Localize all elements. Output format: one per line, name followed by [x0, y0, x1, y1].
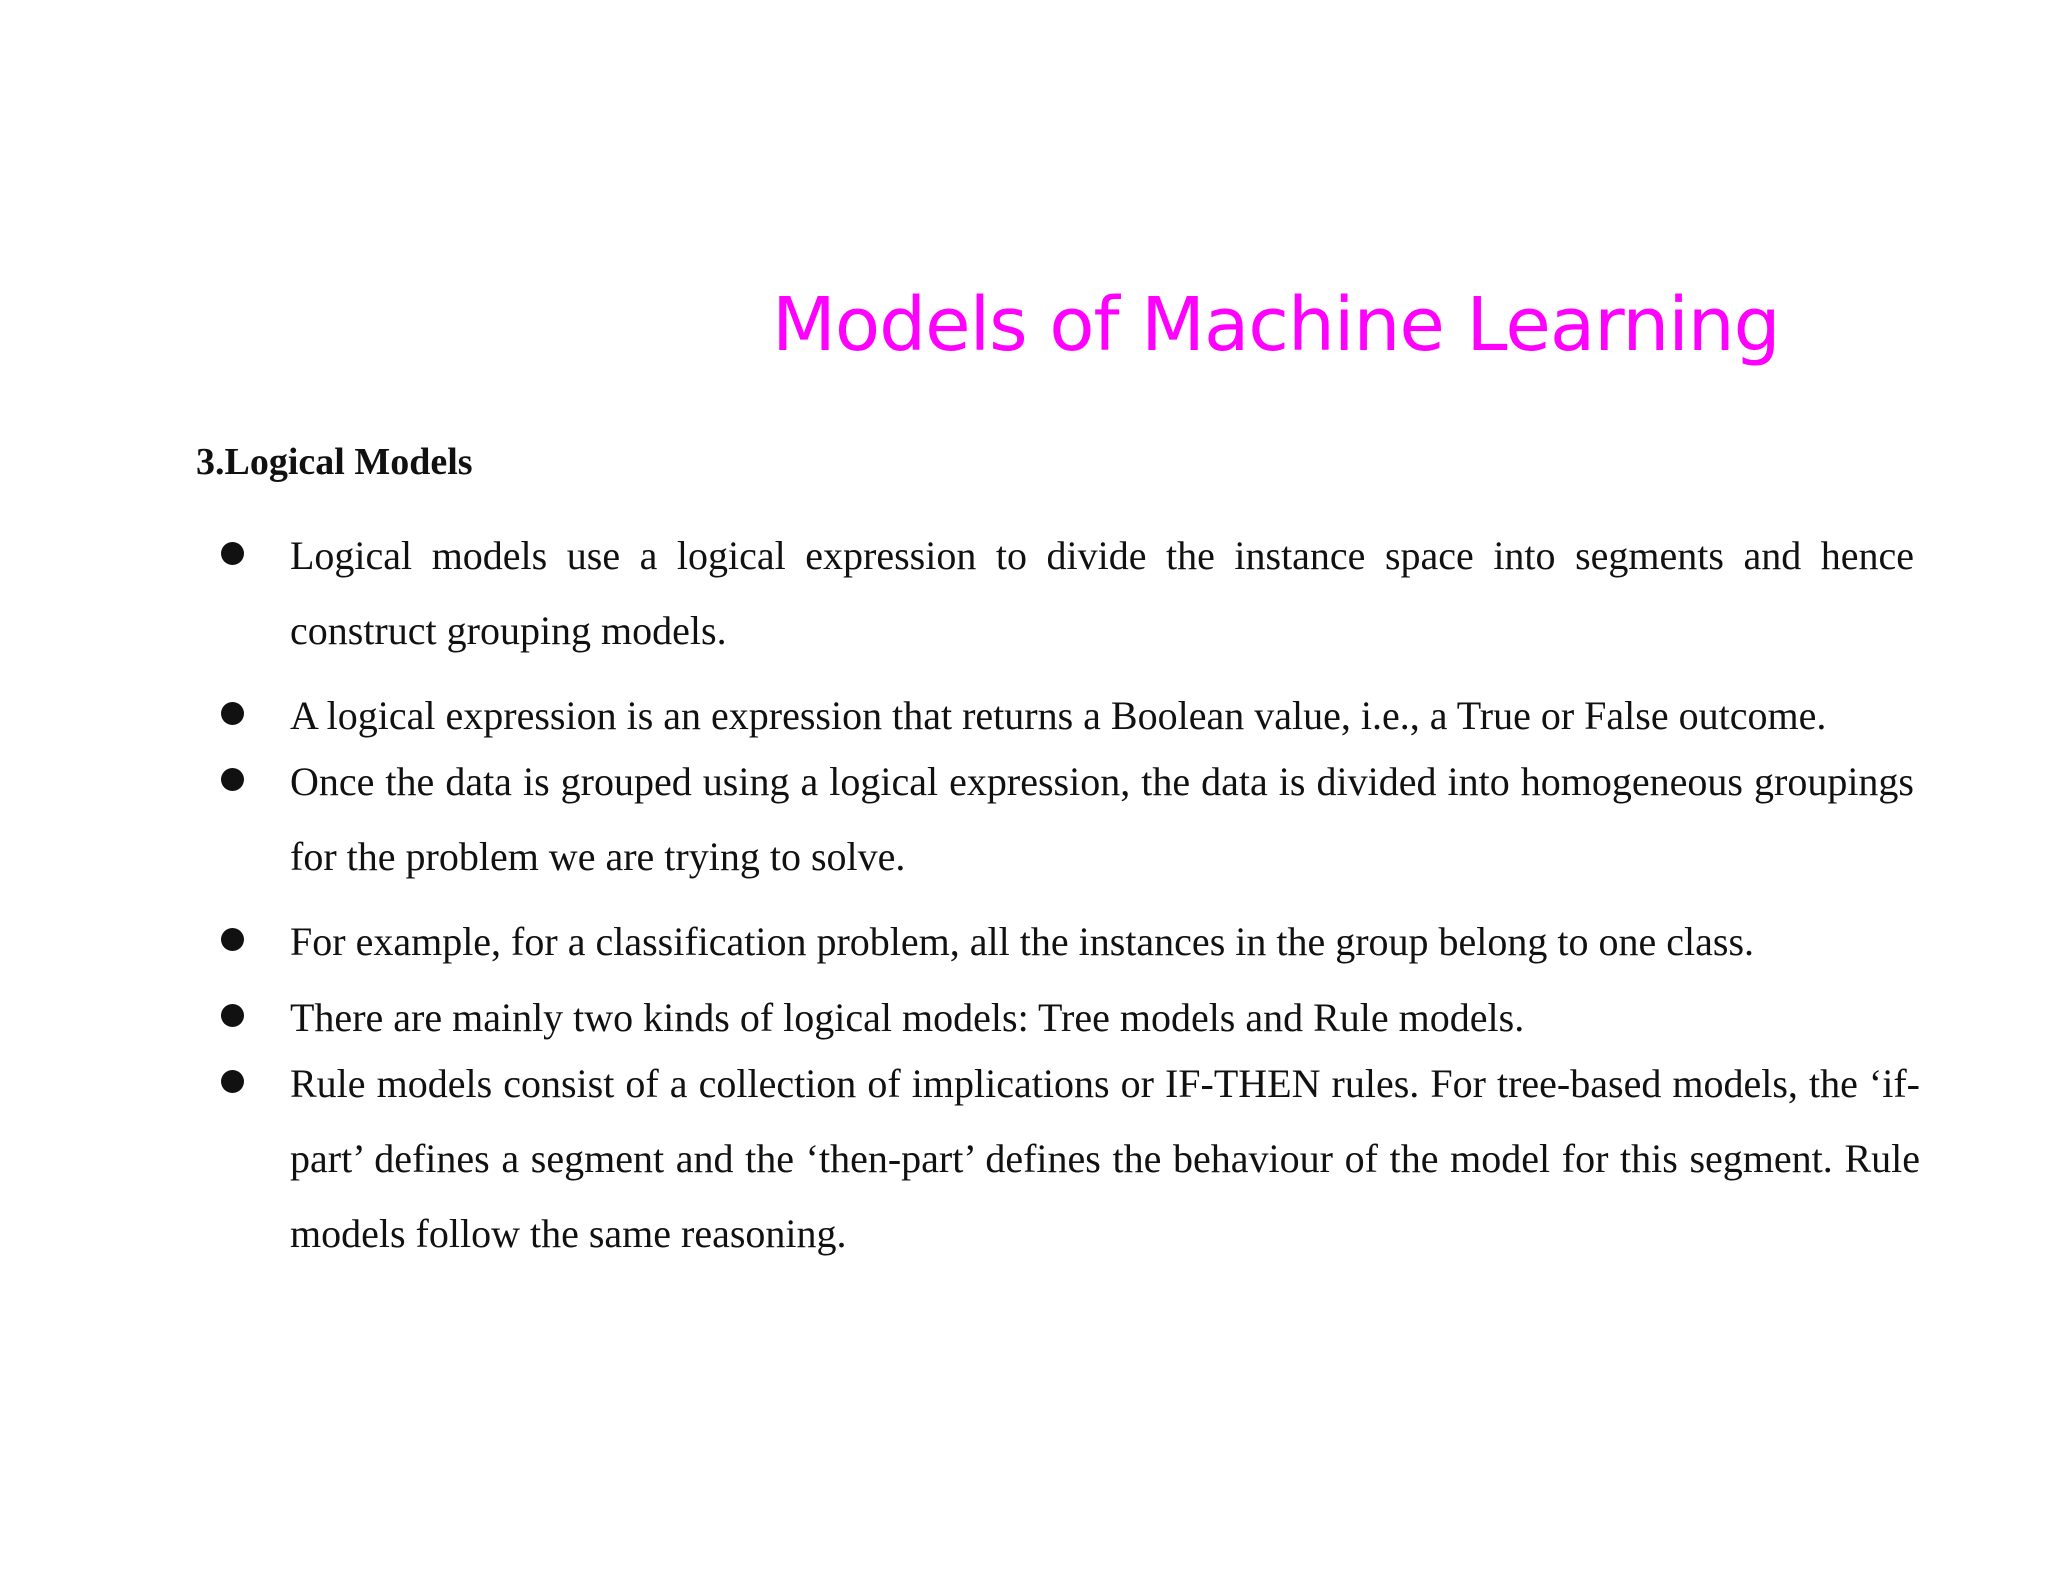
bullet-dot-icon	[221, 542, 244, 565]
bullet-text: For example, for a classification problem, all the instances in the group belong to one class.	[290, 919, 1755, 964]
slide-title: Models of Machine Learning	[772, 282, 1780, 368]
bullet-dot-icon	[221, 1004, 244, 1027]
bullet-dot-icon	[221, 1070, 244, 1093]
section-heading: 3.Logical Models	[196, 441, 473, 483]
bullet-text: There are mainly two kinds of logical models: Tree models and Rule models.	[290, 995, 1525, 1040]
bullet-dot-icon	[221, 768, 244, 791]
bullet-text: Logical models use a logical expression to divide the instance space into segments and hence construct grouping models.	[290, 533, 1914, 653]
bullet-text: A logical expression is an expression that returns a Boolean value, i.e., a True or False outcome.	[290, 693, 1827, 738]
bullet-text: Rule models consist of a collection of implications or IF-THEN rules. For tree-based models, the ‘if-part’ defines a segment and the ‘then-part’ defines the behaviour of the model for this segment. Rule models follow the same reasoning.	[290, 1061, 1920, 1256]
bullet-text: Once the data is grouped using a logical expression, the data is divided into homogeneous groupings for the problem we are trying to solve.	[290, 759, 1914, 879]
bullet-dot-icon	[221, 928, 244, 951]
bullet-dot-icon	[221, 702, 244, 725]
